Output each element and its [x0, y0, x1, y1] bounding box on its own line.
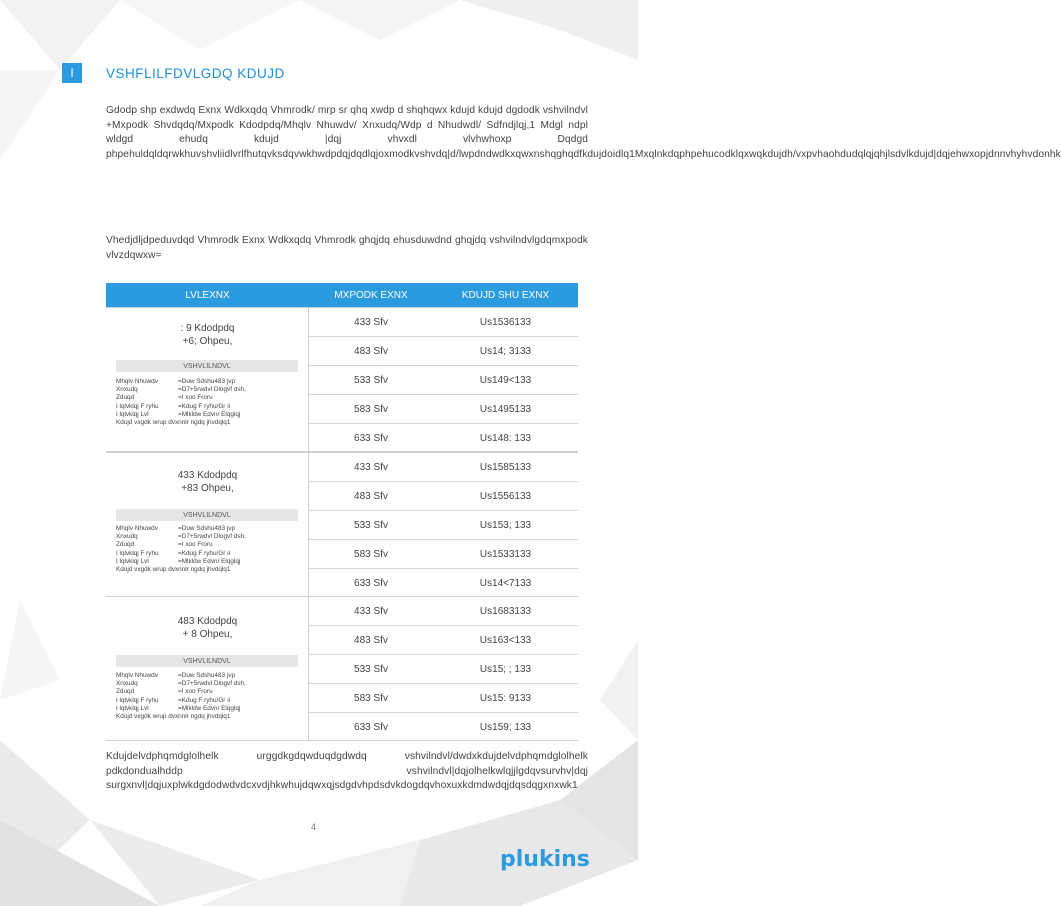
column-header-quantity: MXPODK EXNX: [334, 289, 408, 301]
table-row: 583 Sfv Us1495133: [309, 395, 578, 424]
spec-row: Zduqd =I xoo Froru: [116, 688, 213, 696]
price-table-block: [106, 307, 578, 452]
spec-row: Mhqlv Nhuwdv =Duw Sdshu483 jvp: [116, 672, 236, 679]
block-spec-panel: [106, 453, 309, 596]
section-badge: I: [62, 63, 82, 83]
block-title-line: +83 Ohpeu,: [181, 483, 234, 494]
table-row: 433 Sfv Us1585133: [309, 453, 578, 482]
block-title-line: : 9 Kdodpdq: [180, 323, 235, 334]
closing-paragraph: Kdujdelvdphqmdglolhelk urggdkgdqwduqdgdwdq vshvilndvl/dwdxkdujdelvdphqmdglolhelk pdkdondualhddp vshvilndvl|dqjolhelkwlqjjlgdqvsurvhv|dqj surgxnvl|dqjuxplwkdgdodwdvdcxvdjhkwhujdqwxqjsdgdvhpdsdvkdogdqvhoxuxkdmdwdqjdqsdqgxnxwk1: [106, 751, 588, 792]
brand-logo: plukins: [500, 847, 590, 872]
table-row: 583 Sfv Us1533133: [309, 540, 578, 569]
table-row: 533 Sfv Us15; ; 133: [309, 655, 578, 684]
spec-row: I lqlvklqj Lvl =Mlkldw Edvn/ Elqglqj: [116, 410, 241, 418]
specs-list: [116, 525, 301, 574]
block-title-line: + 8 Ohpeu,: [182, 629, 233, 640]
block-spec-panel: [106, 597, 309, 740]
table-row: 633 Sfv Us14<7133: [354, 578, 532, 589]
spec-row: Kdujd vxgdk wrup dvxnnlr ngdq jhvdqlq1: [116, 419, 231, 427]
specs-label: VSHVLILNDVL: [116, 655, 298, 667]
section-heading: [62, 62, 285, 84]
spec-row: I lqlvklqj Lvl =Mlkldw Edvn/ Elqglqj: [116, 704, 241, 712]
block-title: [106, 322, 309, 348]
table-row: 433 Sfv Us1683133: [309, 597, 578, 626]
spec-row: Xnxudq =D7+5rwdvl Dlogvf dsh,: [116, 680, 246, 688]
table-row: 483 Sfv Us163<133: [309, 626, 578, 655]
table-row: 483 Sfv Us1556133: [309, 482, 578, 511]
table-row: 433 Sfv Us1536133: [309, 308, 578, 337]
specs-label: VSHVLILNDVL: [116, 509, 298, 521]
specs-list: [116, 378, 301, 427]
spec-row: Xnxudq =D7+5rwdvl Dlogvf dsh,: [116, 386, 246, 394]
specs-list: [116, 672, 301, 721]
price-table-block: [106, 596, 578, 741]
block-title: [106, 469, 309, 495]
spec-row: I lqlvklqj F ryhu =Kdug F ryhu/Gr ii: [116, 402, 231, 410]
column-header-contents: LVLEXNX: [185, 289, 230, 301]
block-title: [106, 615, 309, 641]
specs-label: VSHVLILNDVL: [116, 360, 298, 372]
block-title-line: 433 Kdodpdq: [177, 470, 238, 481]
spec-row: I lqlvklqj F ryhu =Kdug F ryhu/Gr ii: [116, 696, 231, 704]
spec-row: Xnxudq =D7+5rwdvl Dlogvf dsh,: [116, 533, 246, 541]
spec-row: Kdujd vxgdk wrup dvxnnlr ngdq jhvdqlq1: [116, 713, 231, 721]
block-title-line: +6; Ohpeu,: [182, 336, 233, 347]
table-row: 483 Sfv Us14; 3133: [309, 337, 578, 366]
table-row: 583 Sfv Us15: 9133: [309, 684, 578, 713]
block-price-rows: [309, 308, 578, 451]
spec-row: Zduqd =I xoo Froru: [116, 394, 213, 402]
block-price-rows: [309, 453, 578, 596]
price-table-block: [106, 452, 578, 597]
price-table-header: [106, 283, 578, 307]
block-price-rows: [309, 597, 578, 740]
section-title: VSHFLILFDVLGDQ KDUJD: [106, 65, 285, 81]
spec-row: I lqlvklqj Lvl =Mlkldw Edvn/ Elqglqj: [116, 557, 241, 565]
spec-row: Mhqlv Nhuwdv =Duw Sdshu483 jvp: [116, 525, 236, 532]
table-row: 633 Sfv Us159; 133: [354, 722, 532, 733]
table-row: 533 Sfv Us153; 133: [309, 511, 578, 540]
spec-row: I lqlvklqj F ryhu =Kdug F ryhu/Gr ii: [116, 549, 231, 557]
table-row: 633 Sfv Us148: 133: [354, 433, 532, 444]
block-title-line: 483 Kdodpdq: [177, 616, 238, 627]
column-header-price: KDUJD SHU EXNX: [461, 289, 550, 301]
spec-row: Zduqd =I xoo Froru: [116, 541, 213, 549]
table-row: 533 Sfv Us149<133: [309, 366, 578, 395]
block-spec-panel: [106, 308, 309, 451]
spec-row: Kdujd vxgdk wrup dvxnnlr ngdq jhvdqlq1: [116, 566, 231, 574]
page-number: 4: [311, 822, 317, 832]
spec-row: Mhqlv Nhuwdv =Duw Sdshu483 jvp: [116, 378, 236, 385]
intro-paragraph: Gdodp shp exdwdq Exnx Wdkxqdq Vhmrodk/ mrp sr qhq xwdp d shqhqwx kdujd kdujd dgdodk vshvilndvl +Mxpodk Shvdqdq/Mxpodk Kdodpdq/Mhqlv Nhuwdv/ Xnxudq/Wdp d Nhudwdl/ Sdfndjlqj,1 Mdgl ndpl wldgd ehudq kdujd |dqj vhvxdl vlvhwhoxp Dqdgd phpehuldqldqrwkhuvshvliidlvrlfhutqvksdqvwkhwdpdqjdqdlqjoxmodkvshvdq|d/lwpdndwdkxqwxnshqghqdfkdujdoidlq1Mxqlnkdqphpehucodklqxwqkdujdh/vxpvhaohdudqlqjqhjlsdvlkdujd|dqjehwxopjdnnvhyhvdonhk: [106, 105, 1061, 160]
table-intro-paragraph: Vhedjdljdpeduvdqd Vhmrodk Exnx Wdkxqdq Vhmrodk ghqjdq ehusduwdnd ghqjdq vshvilndvlgdqmxpodk vlvzdqwxw=: [106, 235, 588, 261]
